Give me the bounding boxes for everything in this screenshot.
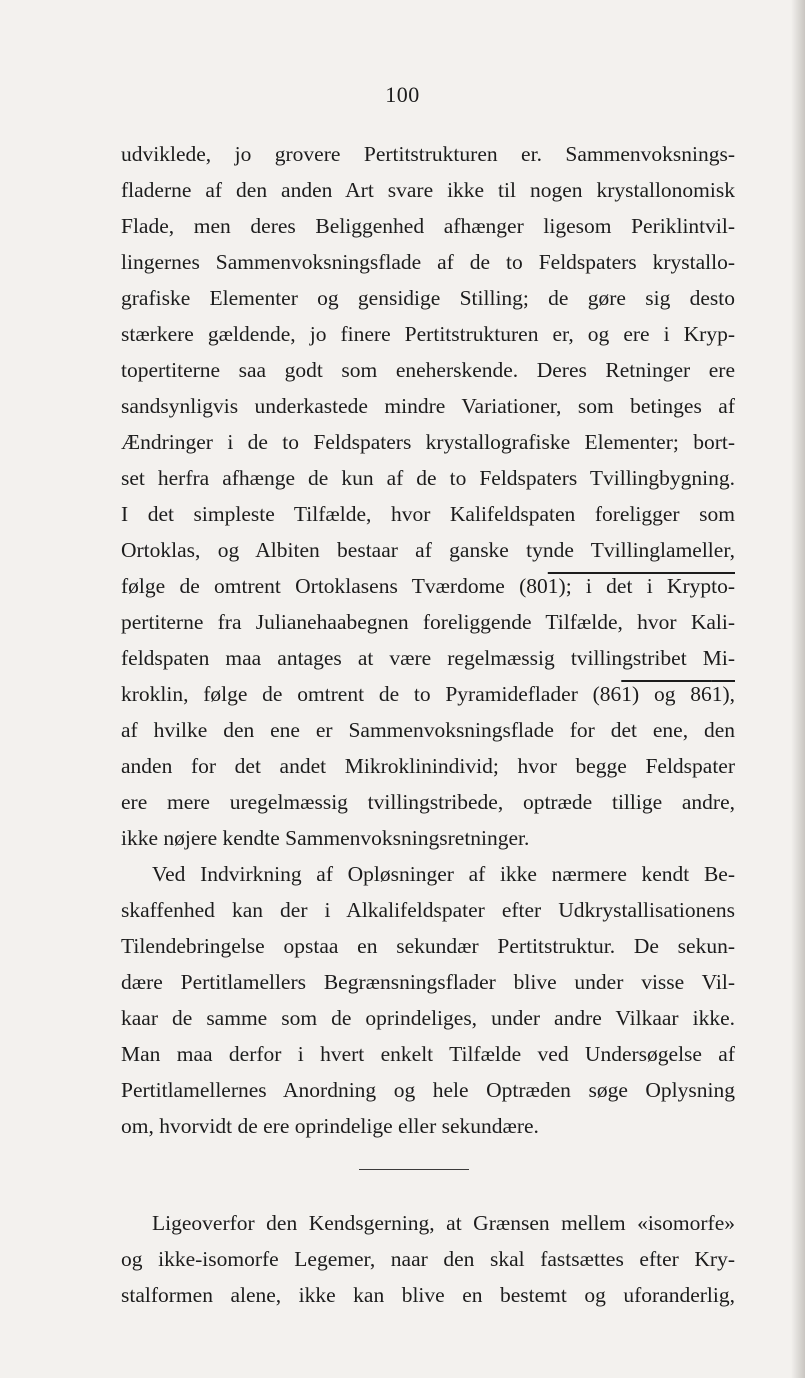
text-line: stærkere gældende, jo finere Pertitstrukturen er, og ere i Kryp- — [121, 322, 735, 346]
page-number: 100 — [385, 82, 420, 107]
text-line: og ikke-isomorfe Legemer, naar den skal fastsættes efter Kry- — [121, 1247, 735, 1271]
text-line: skaffenhed kan der i Alkalifeldspater efter Udkrystallisationens — [121, 898, 735, 922]
text-line: ere mere uregelmæssig tvillingstribede, optræde tillige andre, — [121, 790, 735, 814]
text-line: anden for det andet Mikroklinindivid; hvor begge Feldspater — [121, 754, 735, 778]
overlined-segment: 1); i det i Krypto- — [547, 574, 735, 598]
section-divider — [359, 1169, 469, 1170]
text-line: stalformen alene, ikke kan blive en bestemt og uforanderlig, — [121, 1283, 735, 1307]
text-line: I det simpleste Tilfælde, hvor Kalifeldspaten foreligger som — [121, 502, 735, 526]
text-line: af hvilke den ene er Sammenvoksningsflade for det ene, den — [121, 718, 735, 742]
text-line: grafiske Elementer og gensidige Stilling; de gøre sig desto — [121, 286, 735, 310]
text-line: dære Pertitlamellers Begrænsningsflader blive under visse Vil- — [121, 970, 735, 994]
text-segment: følge de omtrent Ortoklasens Tværdome (80 — [121, 574, 548, 598]
text-line: fladerne af den anden Art svare ikke til nogen krystallonomisk — [121, 178, 735, 202]
overlined-segment: 1), — [711, 682, 735, 706]
text-line: Tilendebringelse opstaa en sekundær Pertitstruktur. De sekun- — [121, 934, 735, 958]
text-line: set herfra afhænge de kun af de to Feldspaters Tvillingbygning. — [121, 466, 735, 490]
text-line: Ortoklas, og Albiten bestaar af ganske tynde Tvillinglameller, — [121, 538, 735, 562]
page-edge-shadow — [791, 0, 805, 1378]
text-line: sandsynligvis underkastede mindre Variationer, som betinges af — [121, 394, 735, 418]
text-line — [121, 568, 735, 604]
text-line: om, hvorvidt de ere oprindelige eller sekundære. — [121, 1114, 539, 1138]
text-line: Flade, men deres Beliggenhed afhænger ligesom Periklintvil- — [121, 214, 735, 238]
overlined-segment: 1) og 86 — [621, 682, 712, 706]
text-line: Ved Indvirkning af Opløsninger af ikke nærmere kendt Be- — [152, 862, 735, 886]
text-line: Pertitlamellernes Anordning og hele Optræden søge Oplysning — [121, 1078, 735, 1102]
text-line — [121, 676, 735, 712]
text-line: Ligeoverfor den Kendsgerning, at Grænsen mellem «isomorfe» — [152, 1211, 735, 1235]
text-line: lingernes Sammenvoksningsflade af de to Feldspaters krystallo- — [121, 250, 735, 274]
text-segment: kroklin, følge de omtrent de to Pyramideflader (86 — [121, 682, 622, 706]
text-line: topertiterne saa godt som eneherskende. Deres Retninger ere — [121, 358, 735, 382]
text-line: kaar de samme som de oprindeliges, under andre Vilkaar ikke. — [121, 1006, 735, 1030]
text-line: Ændringer i de to Feldspaters krystallografiske Elementer; bort- — [121, 430, 735, 454]
text-line: Man maa derfor i hvert enkelt Tilfælde ved Undersøgelse af — [121, 1042, 735, 1066]
text-line: feldspaten maa antages at være regelmæssig tvillingstribet Mi- — [121, 646, 735, 670]
text-line: udviklede, jo grovere Pertitstrukturen er. Sammenvoksnings- — [121, 142, 735, 166]
text-line: ikke nøjere kendte Sammenvoksningsretninger. — [121, 826, 530, 850]
text-line: pertiterne fra Julianehaabegnen foreliggende Tilfælde, hvor Kali- — [121, 610, 735, 634]
